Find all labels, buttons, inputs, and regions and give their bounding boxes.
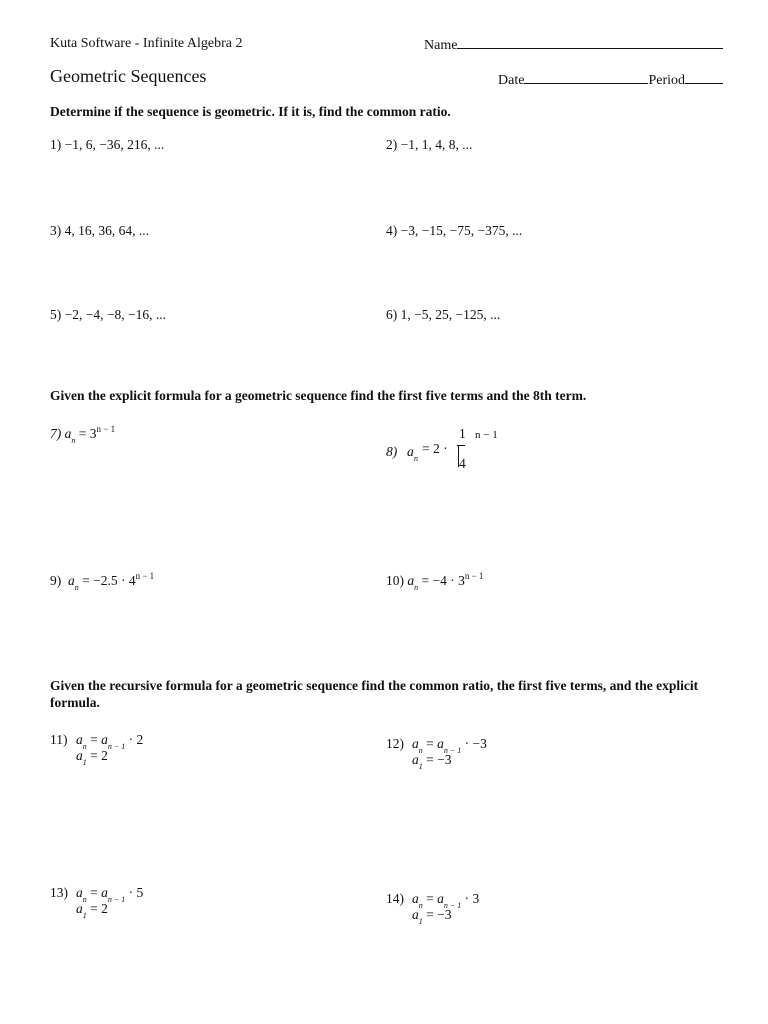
name-field	[424, 36, 723, 54]
subscript: n − 1	[443, 746, 462, 755]
problem-8	[386, 426, 526, 476]
period-line	[685, 71, 723, 84]
problem-7	[50, 424, 116, 445]
problem-number: 7)	[50, 426, 62, 441]
initial-term	[76, 748, 108, 767]
problem-number: 14)	[386, 891, 404, 906]
times: ·	[125, 732, 137, 747]
problem-12	[386, 736, 586, 776]
times: ·	[461, 891, 473, 906]
period-label: Period	[648, 73, 685, 88]
problem-number: 9)	[50, 573, 62, 588]
sequence: −2, −4, −8, −16, ...	[64, 307, 166, 322]
formula-rhs: = 2 ·	[422, 441, 448, 456]
equals: =	[422, 907, 438, 922]
initial-term	[76, 901, 108, 920]
formula-rhs: = 3	[78, 426, 97, 441]
problem-number: 6)	[386, 307, 398, 322]
problem-number: 5)	[50, 307, 62, 322]
exponent: n − 1	[96, 424, 116, 434]
problem-6	[386, 307, 500, 323]
var-a: a	[437, 891, 444, 906]
page-title: Geometric Sequences	[50, 66, 207, 86]
software-label: Kuta Software - Infinite Algebra 2	[50, 36, 243, 51]
var-a: a	[101, 732, 108, 747]
var-a: a	[412, 736, 419, 751]
times: ·	[125, 885, 137, 900]
var-a: a	[76, 732, 83, 747]
times: ·	[461, 736, 473, 751]
formula-rhs: = −2.5 · 4	[82, 573, 136, 588]
multiplier: −3	[472, 736, 487, 751]
problem-number: 11)	[50, 732, 68, 747]
problem-14	[386, 891, 586, 931]
equals: =	[86, 885, 102, 900]
sequence: −1, 6, −36, 216, ...	[64, 137, 165, 152]
exponent: n − 1	[464, 571, 484, 581]
problem-number: 2)	[386, 137, 398, 152]
fraction-denominator: 4	[459, 456, 466, 471]
var-a: a	[412, 907, 419, 922]
initial-term	[412, 752, 452, 771]
var-a: a	[76, 748, 83, 763]
recursive-line	[76, 732, 144, 751]
section-3-instruction: Given the recursive formula for a geometric sequence find the common ratio, the first five terms, and the explicit formula.	[50, 678, 699, 710]
subscript: n	[414, 583, 419, 592]
problem-number: 12)	[386, 736, 404, 751]
formula-rhs: = −4 · 3	[421, 573, 465, 588]
problem-number: 1)	[50, 137, 62, 152]
subscript: n − 1	[443, 901, 462, 910]
sequence: 4, 16, 36, 64, ...	[64, 223, 149, 238]
equals: =	[422, 891, 438, 906]
var-a: a	[68, 573, 75, 588]
equals: =	[86, 901, 102, 916]
subscript: n	[74, 583, 79, 592]
equals: =	[86, 732, 102, 747]
problem-11	[50, 732, 250, 772]
name-line	[457, 36, 723, 49]
sequence: −3, −15, −75, −375, ...	[400, 223, 523, 238]
var-a: a	[407, 573, 415, 588]
equals: =	[86, 748, 102, 763]
var-a: a	[101, 885, 108, 900]
problem-number: 8)	[386, 444, 398, 459]
sequence: −1, 1, 4, 8, ...	[400, 137, 473, 152]
subscript: 1	[418, 917, 423, 926]
equals: =	[422, 752, 438, 767]
problem-5	[50, 307, 166, 323]
subscript: n	[418, 901, 423, 910]
problem-2	[386, 137, 472, 153]
subscript: n	[414, 454, 418, 463]
problem-4	[386, 223, 522, 239]
problem-9	[50, 571, 155, 592]
var-a: a	[76, 885, 83, 900]
subscript: n	[418, 746, 423, 755]
var-a: a	[76, 901, 83, 916]
date-label: Date	[498, 73, 525, 88]
var-a: a	[412, 891, 419, 906]
problem-3	[50, 223, 149, 239]
date-line	[524, 71, 648, 84]
initial-term	[412, 907, 452, 926]
subscript: n	[82, 895, 87, 904]
name-label: Name	[424, 38, 458, 53]
initial-value: 2	[101, 901, 108, 916]
equals: =	[422, 736, 438, 751]
exponent: n − 1	[475, 429, 498, 441]
subscript: 1	[82, 758, 87, 767]
fraction-bar	[457, 445, 465, 446]
initial-value: −3	[437, 907, 452, 922]
var-a: a	[412, 752, 419, 767]
problem-number: 4)	[386, 223, 398, 238]
multiplier: 5	[136, 885, 144, 900]
subscript: n	[82, 742, 87, 751]
subscript: n − 1	[107, 895, 126, 904]
recursive-line	[412, 891, 480, 910]
subscript: 1	[418, 762, 423, 771]
multiplier: 3	[472, 891, 480, 906]
problem-number: 3)	[50, 223, 62, 238]
date-period-field	[498, 71, 723, 89]
multiplier: 2	[136, 732, 144, 747]
problem-10	[386, 571, 484, 592]
problem-number: 13)	[50, 885, 68, 900]
initial-value: −3	[437, 752, 452, 767]
initial-value: 2	[101, 748, 108, 763]
subscript: n − 1	[107, 742, 126, 751]
section-2-instruction: Given the explicit formula for a geometric sequence find the first five terms and the 8th term.	[50, 388, 587, 403]
fraction-numerator: 1	[459, 426, 466, 441]
subscript: 1	[82, 911, 87, 920]
problem-number: 10)	[386, 573, 404, 588]
exponent: n − 1	[135, 571, 155, 581]
subscript: n	[71, 436, 76, 445]
problem-13	[50, 885, 250, 925]
var-a: a	[437, 736, 444, 751]
sequence: 1, −5, 25, −125, ...	[400, 307, 501, 322]
var-a: a	[64, 426, 72, 441]
recursive-line	[76, 885, 144, 904]
var-a: a	[407, 444, 414, 459]
section-1-instruction: Determine if the sequence is geometric. If it is, find the common ratio.	[50, 104, 451, 119]
recursive-line	[412, 736, 487, 755]
problem-1	[50, 137, 164, 153]
